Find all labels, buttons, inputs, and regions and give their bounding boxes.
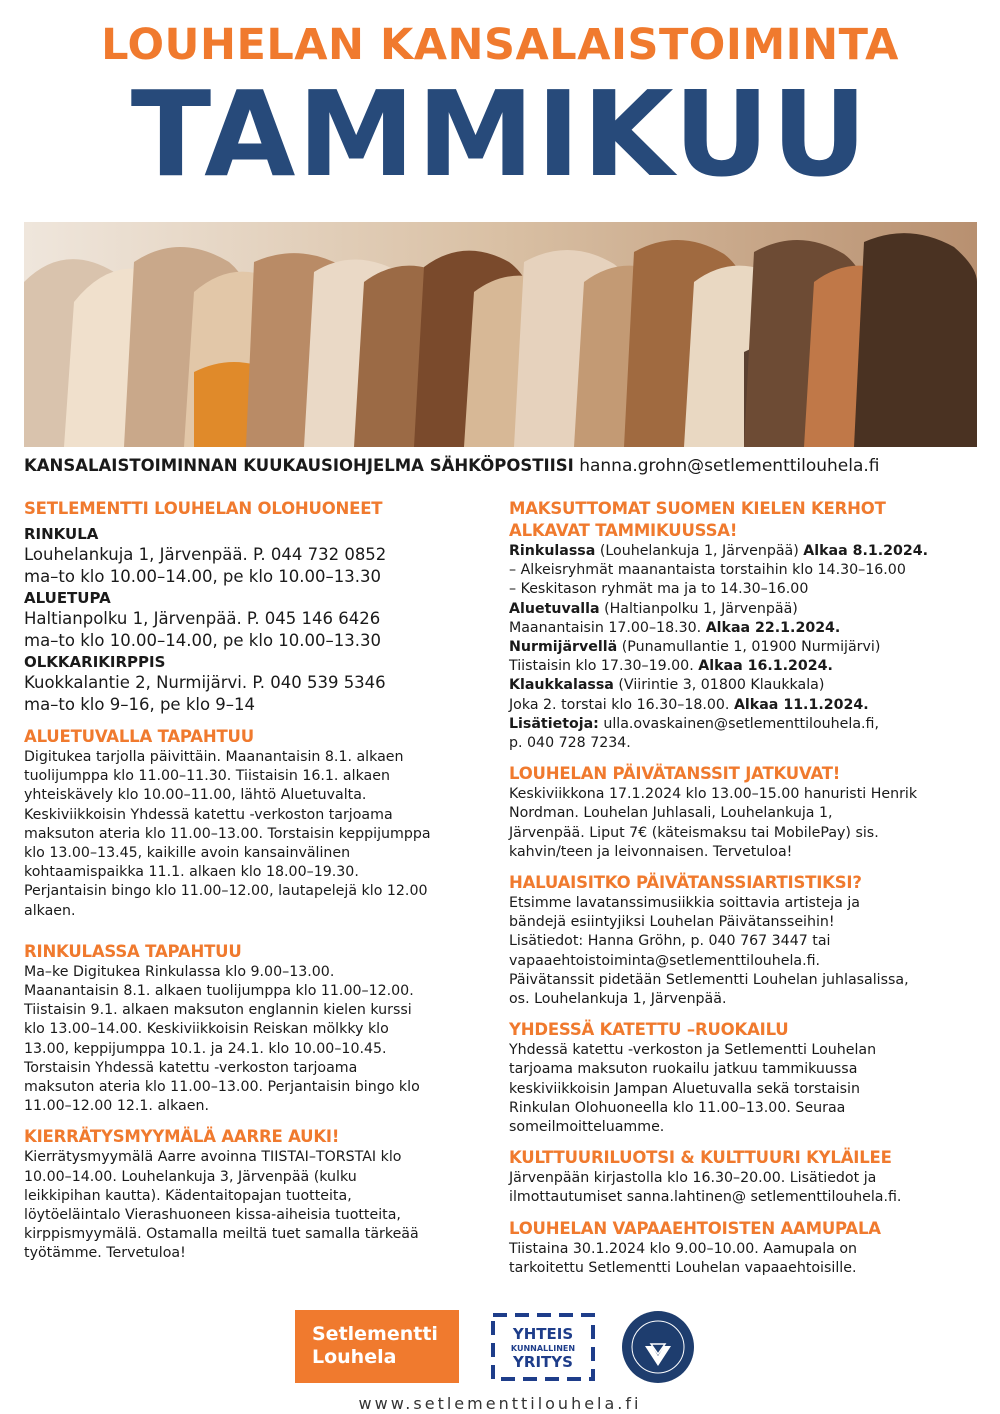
section-title-ruokailu: YHDESSÄ KATETTU –RUOKAILU — [509, 1020, 789, 1040]
text-line: bändejä esiintyjiksi Louhelan Päivätansseihin! — [509, 914, 835, 931]
text-line: Perjantaisin bingo klo 11.00–12.00, lautapelejä klo 12.00 — [24, 883, 428, 900]
text-line: Keskiviikkona 17.1.2024 klo 13.00–15.00 hanuristi Henrik — [509, 786, 918, 803]
place-address: (Louhelankuja 1, Järvenpää) — [595, 543, 804, 559]
text-line: klo 13.00–14.00. Keskiviikkoisin Reiskan mölkky klo — [24, 1021, 389, 1038]
text-line: Nordman. Louhelan Juhlasali, Louhelankuja 1, — [509, 805, 833, 822]
text-line — [509, 542, 979, 561]
place-address: (Haltianpolku 1, Järvenpää) — [599, 600, 798, 617]
text-line: löytöeläintalo Vierashuoneen kissa-aiheisia tuotteita, — [24, 1207, 401, 1224]
text-line: työtämme. Tervetuloa! — [24, 1245, 186, 1262]
place-address: (Punamullantie 1, 01900 Nurmijärvi) — [617, 639, 881, 656]
schedule-text: Joka 2. torstai klo 16.30–18.00. — [509, 696, 734, 713]
section-title-kulttuuri: KULTTUURILUOTSI & KULTTUURI KYLÄILEE — [509, 1148, 892, 1168]
text-line: Lisätiedot: Hanna Gröhn, p. 040 767 3447 tai — [509, 933, 831, 950]
text-line: – Alkeisryhmät maanantaista torstaihin klo 14.30–16.00 — [509, 562, 906, 579]
right-column — [509, 498, 979, 1278]
section-title-paivatanssit: LOUHELAN PÄIVÄTANSSIT JATKUVAT! — [509, 764, 841, 784]
logo-line: Louhela — [312, 1346, 397, 1368]
section-title-aluetuvalla: ALUETUVALLA TAPAHTUU — [24, 727, 254, 746]
section-title-olohuoneet: SETLEMENTTI LOUHELAN OLOHUONEET — [24, 499, 383, 518]
start-date: Alkaa 22.1.2024. — [705, 619, 841, 636]
newsletter-email-link[interactable]: hanna.grohn@setlementtilouhela.fi — [579, 456, 880, 476]
text-line: maksuton ateria klo 11.00–13.00. Torstaisin keppijumppa — [24, 825, 431, 842]
schedule-text: Maanantaisin 17.00–18.30. — [509, 619, 706, 636]
text-line: maksuton ateria klo 11.00–13.00. Perjantaisin bingo klo — [24, 1079, 420, 1096]
setlementti-louhela-logo — [295, 1310, 459, 1383]
text-line — [509, 619, 979, 638]
footer-website-link[interactable]: www.setlementtilouhela.fi — [358, 1394, 642, 1413]
start-date: Alkaa 8.1.2024. — [803, 543, 929, 559]
text-line: kohtaamispaikka 11.1. alkaen klo 18.00–19.30. — [24, 864, 359, 881]
hero-image-faces — [24, 222, 977, 447]
text-line — [509, 657, 979, 676]
place-label: Rinkulassa — [509, 543, 596, 559]
text-line: Maanantaisin 8.1. alkaen tuolijumppa klo 11.00–12.00. — [24, 983, 414, 1000]
text-line: Digitukea tarjolla päivittäin. Maanantaisin 8.1. alkaen — [24, 749, 404, 765]
section-title-kerhot-2: ALKAVAT TAMMIKUUSSA! — [509, 521, 738, 540]
text-line: Torstaisin Yhdessä katettu -verkoston tarjoama — [24, 1059, 358, 1076]
text-line: leikkipihan kautta). Kädentaitopajan tuotteita, — [24, 1187, 352, 1204]
header-subtitle: LOUHELAN KANSALAISTOIMINTA — [101, 20, 899, 70]
text-line — [509, 676, 979, 695]
place-hours: ma–to klo 9–16, pe klo 9–14 — [24, 695, 256, 714]
text-line: Järvenpää. Liput 7€ (käteismaksu tai MobilePay) sis. — [509, 824, 879, 841]
text-line: keskiviikkoisin Jampan Aluetuvalla sekä torstaisin — [509, 1080, 860, 1097]
logo-text: YRITYS — [513, 1353, 573, 1371]
text-line — [509, 600, 979, 619]
place-label: Nurmijärvellä — [509, 639, 618, 656]
place-label: Aluetuvalla — [509, 600, 600, 617]
logo-text: YHTEIS — [512, 1325, 574, 1343]
text-line — [509, 638, 979, 657]
veikkaus-seal-logo — [621, 1310, 695, 1384]
section-title-aamupala: LOUHELAN VAPAAEHTOISTEN AAMUPALA — [509, 1218, 881, 1238]
info-email[interactable]: ulla.ovaskainen@setlementtilouhela.fi, — [598, 715, 879, 732]
text-line: – Keskitason ryhmät ma ja to 14.30–16.00 — [509, 581, 809, 598]
yhteiskunnallinen-yritys-logo — [490, 1312, 596, 1382]
section-body-aluetuvalla — [24, 748, 494, 921]
text-line — [509, 696, 979, 715]
start-date: Alkaa 11.1.2024. — [733, 696, 869, 713]
text-line: os. Louhelankuja 1, Järvenpää. — [509, 991, 727, 1008]
text-line: yhteiskävely klo 10.00–11.00, lähtö Aluetuvalta. — [24, 787, 367, 804]
page-title: TAMMIKUU — [130, 65, 870, 203]
text-line: Tiistaina 30.1.2024 klo 9.00–10.00. Aamupala on — [509, 1240, 858, 1257]
newsletter-label: KANSALAISTOIMINNAN KUUKAUSIOHJELMA SÄHKÖPOSTIISI — [24, 456, 574, 475]
section-title-artisti: HALUAISITKO PÄIVÄTANSSIARTISTIKSI? — [509, 873, 862, 893]
text-line: 11.00–12.00 12.1. alkaen. — [24, 1098, 209, 1115]
section-body-kulttuuri — [509, 1169, 979, 1207]
text-line: kahvin/teen ja leivonnaisen. Tervetuloa! — [509, 843, 793, 860]
text-line: ilmottautumiset sanna.lahtinen@ setlementtilouhela.fi. — [509, 1189, 902, 1206]
text-line: Keskiviikkoisin Yhdessä katettu -verkoston tarjoama — [24, 806, 393, 823]
text-line: Ma–ke Digitukea Rinkulassa klo 9.00–13.00. — [24, 963, 335, 980]
text-line: vapaaehtoistoiminta@setlementtilouhela.fi. — [509, 952, 821, 969]
logo-text: KUNNALLINEN — [510, 1344, 576, 1353]
text-line: someilmoitteluamme. — [509, 1119, 665, 1136]
place-address: Louhelankuja 1, Järvenpää. P. 044 732 0852 — [24, 545, 387, 564]
text-line: p. 040 728 7234. — [509, 735, 631, 752]
left-column — [24, 498, 494, 1264]
text-line: Tiistaisin 9.1. alkaen maksuton englannin kielen kurssi — [24, 1002, 412, 1019]
section-body-rinkulassa — [24, 963, 494, 1117]
place-label: Klaukkalassa — [509, 677, 614, 694]
place-name: OLKKARIKIRPPIS — [24, 653, 166, 671]
text-line: tarjoama maksuton ruokailu jatkuu tammikuussa — [509, 1061, 858, 1078]
section-title-rinkulassa: RINKULASSA TAPAHTUU — [24, 941, 242, 961]
text-line: Kierrätysmyymälä Aarre avoinna TIISTAI–TORSTAI klo — [24, 1149, 402, 1166]
text-line: Päivätanssit pidetään Setlementti Louhelan juhlasalissa, — [509, 971, 909, 988]
place-address: Kuokkalantie 2, Nurmijärvi. P. 040 539 5346 — [24, 673, 386, 692]
schedule-text: Tiistaisin klo 17.30–19.00. — [509, 658, 699, 675]
text-line: kirppismyymälä. Ostamalla meiltä tuet samalla tärkeää — [24, 1226, 419, 1243]
section-body-paivatanssit — [509, 785, 979, 862]
logo-line: Setlementti — [312, 1323, 438, 1345]
text-line: alkaen. — [24, 902, 76, 919]
text-line: tarkoitettu Setlementti Louhelan vapaaehtoisille. — [509, 1259, 857, 1276]
place-name: RINKULA — [24, 525, 99, 543]
text-line: Etsimme lavatanssimusiikkia soittavia artisteja ja — [509, 895, 860, 912]
text-line — [509, 715, 979, 734]
place-hours: ma–to klo 10.00–14.00, pe klo 10.00–13.30 — [24, 567, 382, 586]
text-line: 10.00–14.00. Louhelankuja 3, Järvenpää (kulku — [24, 1168, 357, 1185]
text-line: Rinkulan Olohuoneella klo 11.00–13.00. Seuraa — [509, 1099, 846, 1116]
newsletter-signup — [24, 456, 984, 476]
place-name: ALUETUPA — [24, 589, 111, 607]
place-address: Haltianpolku 1, Järvenpää. P. 045 146 6426 — [24, 609, 381, 628]
section-body-aarre — [24, 1148, 494, 1263]
text-line: tuolijumppa klo 11.00–11.30. Tiistaisin 16.1. alkaen — [24, 768, 390, 785]
section-body-artisti — [509, 894, 979, 1009]
text-line: klo 13.00–13.45, kaikille avoin kansainvälinen — [24, 845, 351, 862]
section-title-aarre: KIERRÄTYSMYYMÄLÄ AARRE AUKI! — [24, 1127, 340, 1147]
footer-logos — [0, 1310, 1000, 1385]
faces-illustration — [24, 222, 977, 447]
start-date: Alkaa 16.1.2024. — [698, 658, 833, 675]
text-line: Järvenpään kirjastolla klo 16.30–20.00. Lisätiedot ja — [509, 1170, 877, 1187]
section-title-kerhot: MAKSUTTOMAT SUOMEN KIELEN KERHOT — [509, 499, 886, 518]
info-label: Lisätietoja: — [509, 715, 599, 732]
place-hours: ma–to klo 10.00–14.00, pe klo 10.00–13.30 — [24, 631, 382, 650]
section-body-kerhot — [509, 542, 979, 753]
section-body-ruokailu — [509, 1041, 979, 1137]
text-line: Yhdessä katettu -verkoston ja Setlementti Louhelan — [509, 1042, 877, 1059]
text-line: 13.00, keppijumppa 10.1. ja 24.1. klo 10.00–10.45. — [24, 1040, 387, 1057]
section-body-aamupala — [509, 1240, 979, 1278]
place-address: (Viirintie 3, 01800 Klaukkala) — [613, 677, 825, 694]
